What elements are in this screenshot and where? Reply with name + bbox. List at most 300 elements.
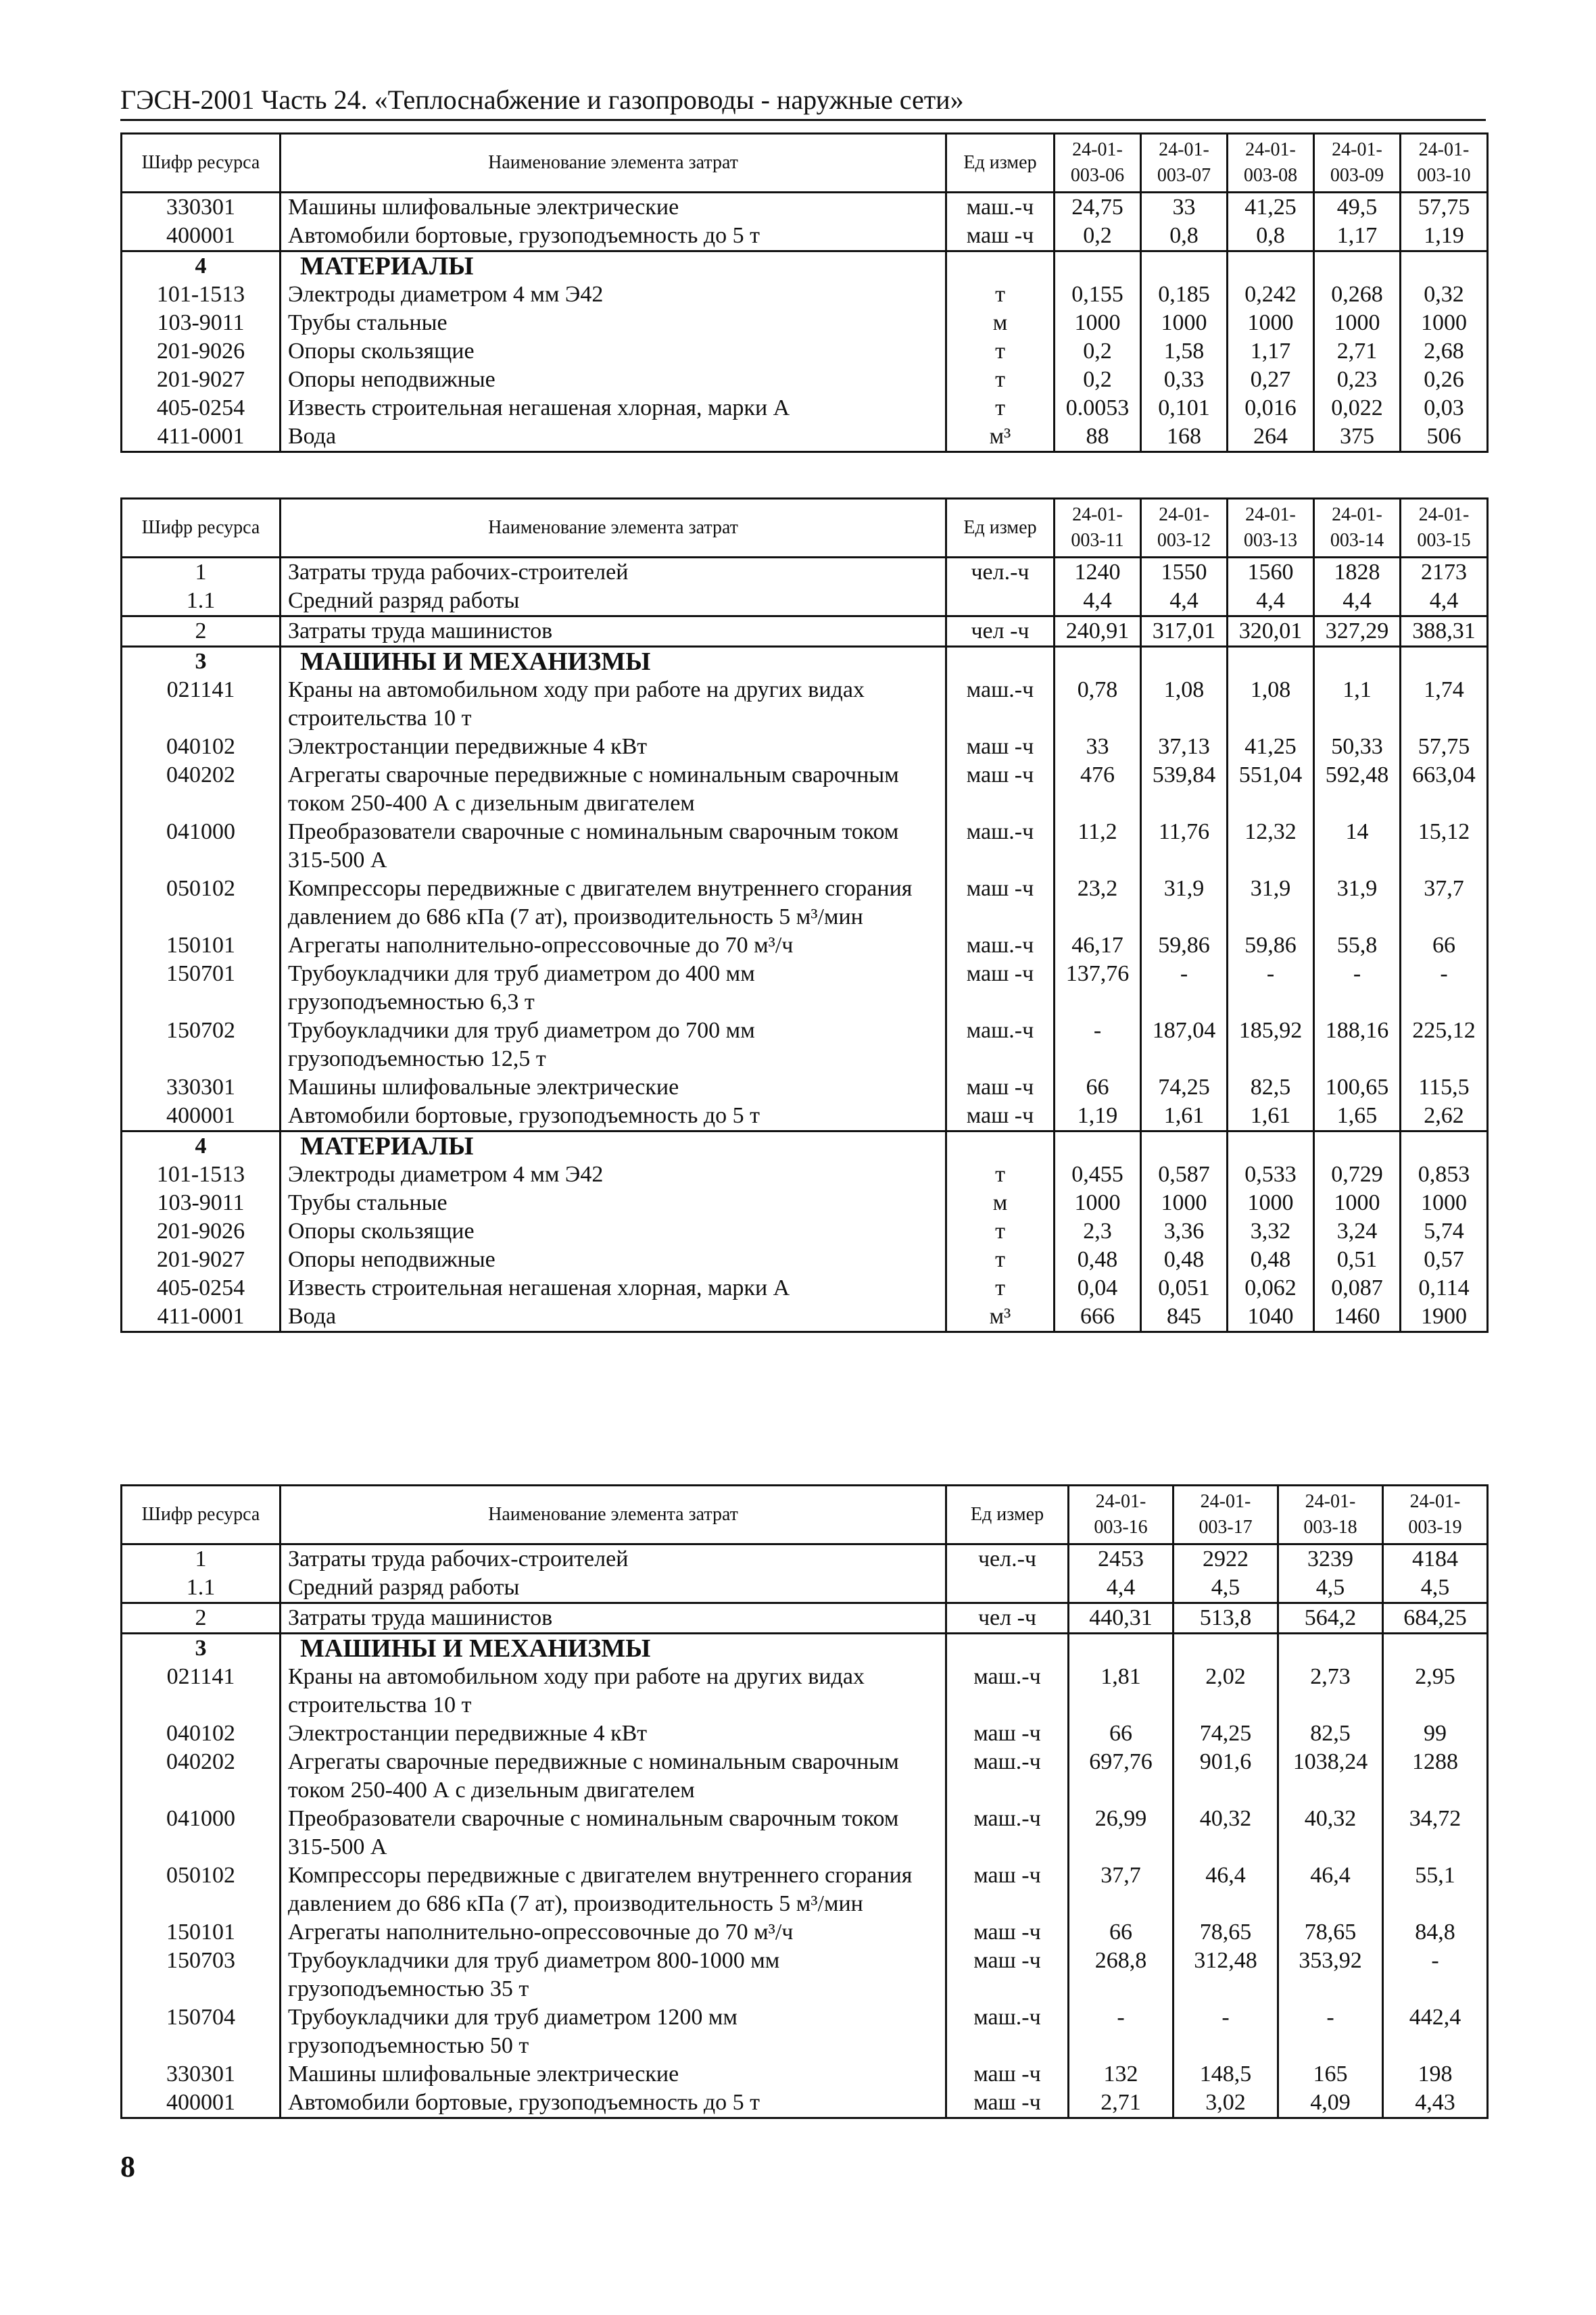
cost-element-name-cell: Затраты труда рабочих-строителей <box>281 558 946 587</box>
unit-cell: чел.-ч <box>946 558 1055 587</box>
resource-code-cell: 3 <box>122 1634 281 1663</box>
norm-value-cell: 268,8 <box>1069 1947 1174 2003</box>
norm-value-cell: 1000 <box>1401 309 1488 337</box>
table-row <box>122 2060 1488 2089</box>
cost-element-name-cell: Компрессоры передвижные с двигателем внутреннего сгорания давлением до 686 кПа (7 ат), производительность 5 м³/мин <box>281 875 946 931</box>
cost-element-name-cell: МАТЕРИАЛЫ <box>281 1131 946 1161</box>
resource-code-cell: 150101 <box>122 931 281 960</box>
norm-value-cell: 317,01 <box>1141 616 1228 647</box>
table-row <box>122 1161 1488 1189</box>
norm-value-cell: 4,5 <box>1383 1574 1488 1603</box>
norm-value-cell: 0,455 <box>1055 1161 1141 1189</box>
unit-cell <box>946 1574 1069 1603</box>
cost-element-name-cell: Агрегаты сварочные передвижные с номинальным сварочным током 250-400 А с дизельным двигателем <box>281 1748 946 1805</box>
norm-value-cell: 198 <box>1383 2060 1488 2089</box>
norm-value-cell: 312,48 <box>1174 1947 1278 2003</box>
norm-value-cell: 1,61 <box>1228 1102 1314 1131</box>
norm-value-cell: 0,242 <box>1228 281 1314 309</box>
norm-value-cell: 506 <box>1401 422 1488 452</box>
resource-code-cell: 150702 <box>122 1017 281 1073</box>
norm-value-cell: 148,5 <box>1174 2060 1278 2089</box>
norm-value-cell: 1,1 <box>1314 676 1401 733</box>
norm-value-cell: 0,022 <box>1314 394 1401 422</box>
unit-cell: маш -ч <box>946 222 1055 251</box>
norm-value-cell <box>1401 1131 1488 1161</box>
norm-value-cell: 0.0053 <box>1055 394 1141 422</box>
header-unit: Ед измер <box>946 1486 1069 1544</box>
table-row <box>122 676 1488 733</box>
norm-value-cell: - <box>1314 960 1401 1017</box>
norm-value-cell: 137,76 <box>1055 960 1141 1017</box>
norm-value-cell: 0,016 <box>1228 394 1314 422</box>
table-row <box>122 1748 1488 1805</box>
resource-code-cell: 400001 <box>122 2089 281 2118</box>
norm-value-cell: 59,86 <box>1228 931 1314 960</box>
resource-code-cell: 330301 <box>122 2060 281 2089</box>
norm-value-cell: 2,68 <box>1401 337 1488 366</box>
unit-cell: т <box>946 366 1055 394</box>
resource-code-cell: 201-9027 <box>122 366 281 394</box>
resource-code-cell: 201-9026 <box>122 337 281 366</box>
resource-code-cell: 101-1513 <box>122 281 281 309</box>
cost-element-name-cell: Опоры неподвижные <box>281 1246 946 1274</box>
header-norm-code: 24-01- 003-10 <box>1401 134 1488 193</box>
norm-value-cell: 40,32 <box>1174 1805 1278 1861</box>
table-row <box>122 1102 1488 1131</box>
norm-value-cell: 320,01 <box>1228 616 1314 647</box>
header-norm-code: 24-01- 003-17 <box>1174 1486 1278 1544</box>
unit-cell: чел -ч <box>946 616 1055 647</box>
norm-value-cell: 40,32 <box>1278 1805 1383 1861</box>
norm-value-cell: 1000 <box>1141 1189 1228 1217</box>
norm-value-cell: 2,02 <box>1174 1663 1278 1720</box>
norm-value-cell: 0,729 <box>1314 1161 1401 1189</box>
norm-value-cell: 31,9 <box>1141 875 1228 931</box>
norm-value-cell: 0,087 <box>1314 1274 1401 1302</box>
norm-value-cell: 66 <box>1069 1720 1174 1748</box>
unit-cell: маш.-ч <box>946 193 1055 222</box>
norm-value-cell <box>1228 251 1314 281</box>
norm-value-cell <box>1228 647 1314 677</box>
page-number: 8 <box>120 2150 135 2183</box>
unit-cell: м <box>946 1189 1055 1217</box>
unit-cell: маш.-ч <box>946 1663 1069 1720</box>
resource-code-cell: 040102 <box>122 733 281 761</box>
table-row <box>122 1246 1488 1274</box>
norm-value-cell: 0,155 <box>1055 281 1141 309</box>
norm-value-cell: - <box>1278 2003 1383 2060</box>
unit-cell <box>946 587 1055 616</box>
cost-element-name-cell: МАТЕРИАЛЫ <box>281 251 946 281</box>
cost-element-name-cell: Опоры скользящие <box>281 1217 946 1246</box>
norm-value-cell: 0,587 <box>1141 1161 1228 1189</box>
norm-value-cell: - <box>1383 1947 1488 2003</box>
norm-value-cell: 37,7 <box>1401 875 1488 931</box>
norm-value-cell: 1040 <box>1228 1302 1314 1332</box>
cost-element-name-cell: Опоры скользящие <box>281 337 946 366</box>
norm-value-cell: 50,33 <box>1314 733 1401 761</box>
cost-element-name-cell: Трубы стальные <box>281 1189 946 1217</box>
norm-value-cell: 1,65 <box>1314 1102 1401 1131</box>
norm-value-cell: 442,4 <box>1383 2003 1488 2060</box>
norm-value-cell: 14 <box>1314 818 1401 875</box>
unit-cell <box>946 1131 1055 1161</box>
norm-value-cell: 1,58 <box>1141 337 1228 366</box>
resource-code-cell: 103-9011 <box>122 1189 281 1217</box>
unit-cell: т <box>946 394 1055 422</box>
section-heading-row <box>122 1634 1488 1663</box>
unit-cell: м <box>946 309 1055 337</box>
norm-value-cell: 0,27 <box>1228 366 1314 394</box>
norm-value-cell: 440,31 <box>1069 1603 1174 1634</box>
page-header-title: ГЭСН-2001 Часть 24. «Теплоснабжение и газопроводы - наружные сети» <box>120 84 964 115</box>
unit-cell: маш.-ч <box>946 2003 1069 2060</box>
norm-value-cell: 2,62 <box>1401 1102 1488 1131</box>
norm-value-cell: 11,2 <box>1055 818 1141 875</box>
norm-value-cell: 0,48 <box>1141 1246 1228 1274</box>
norm-value-cell <box>1055 647 1141 677</box>
norm-value-cell: 225,12 <box>1401 1017 1488 1073</box>
norm-value-cell: 0,04 <box>1055 1274 1141 1302</box>
header-unit: Ед измер <box>946 499 1055 558</box>
norm-value-cell: 0,185 <box>1141 281 1228 309</box>
cost-element-name-cell: Средний разряд работы <box>281 587 946 616</box>
norm-value-cell: 1,19 <box>1055 1102 1141 1131</box>
norm-value-cell: 165 <box>1278 2060 1383 2089</box>
header-norm-code: 24-01- 003-12 <box>1141 499 1228 558</box>
table-row <box>122 193 1488 222</box>
norm-value-cell: 0,2 <box>1055 366 1141 394</box>
unit-cell: маш.-ч <box>946 818 1055 875</box>
norm-value-cell: 2453 <box>1069 1544 1174 1574</box>
cost-element-name-cell: Трубы стальные <box>281 309 946 337</box>
norm-value-cell: 2,71 <box>1314 337 1401 366</box>
resource-table-1 <box>120 132 1489 453</box>
norm-value-cell: 4184 <box>1383 1544 1488 1574</box>
header-unit: Ед измер <box>946 134 1055 193</box>
cost-element-name-cell: Машины шлифовальные электрические <box>281 1073 946 1102</box>
norm-value-cell: 37,7 <box>1069 1861 1174 1918</box>
norm-value-cell: 1000 <box>1401 1189 1488 1217</box>
norm-value-cell: 188,16 <box>1314 1017 1401 1073</box>
norm-value-cell: 82,5 <box>1278 1720 1383 1748</box>
norm-value-cell: 1900 <box>1401 1302 1488 1332</box>
unit-cell: маш -ч <box>946 1918 1069 1947</box>
norm-value-cell: 551,04 <box>1228 761 1314 818</box>
header-norm-code: 24-01- 003-08 <box>1228 134 1314 193</box>
resource-code-cell: 021141 <box>122 676 281 733</box>
cost-element-name-cell: Трубоукладчики для труб диаметром 800-1000 мм грузоподъемностью 35 т <box>281 1947 946 2003</box>
cost-element-name-cell: Автомобили бортовые, грузоподъемность до 5 т <box>281 222 946 251</box>
unit-cell: маш.-ч <box>946 676 1055 733</box>
table-row <box>122 2089 1488 2118</box>
resource-code-cell: 150704 <box>122 2003 281 2060</box>
norm-value-cell: 1828 <box>1314 558 1401 587</box>
norm-value-cell <box>1141 251 1228 281</box>
unit-cell <box>946 1634 1069 1663</box>
cost-element-name-cell: Трубоукладчики для труб диаметром 1200 мм грузоподъемностью 50 т <box>281 2003 946 2060</box>
norm-value-cell: 78,65 <box>1278 1918 1383 1947</box>
resource-code-cell: 050102 <box>122 1861 281 1918</box>
norm-value-cell: 4,5 <box>1174 1574 1278 1603</box>
norm-value-cell: 1460 <box>1314 1302 1401 1332</box>
resource-code-cell: 330301 <box>122 1073 281 1102</box>
table-row <box>122 875 1488 931</box>
norm-value-cell: 31,9 <box>1314 875 1401 931</box>
resource-code-cell: 150101 <box>122 1918 281 1947</box>
cost-element-name-cell: Известь строительная негашеная хлорная, марки А <box>281 394 946 422</box>
norm-value-cell <box>1383 1634 1488 1663</box>
resource-code-cell: 040202 <box>122 761 281 818</box>
cost-element-name-cell: Электростанции передвижные 4 кВт <box>281 1720 946 1748</box>
resource-table-2 <box>120 497 1489 1333</box>
unit-cell: т <box>946 1161 1055 1189</box>
norm-value-cell: 375 <box>1314 422 1401 452</box>
norm-value-cell: 34,72 <box>1383 1805 1488 1861</box>
unit-cell: т <box>946 1246 1055 1274</box>
norm-value-cell: 66 <box>1401 931 1488 960</box>
unit-cell: т <box>946 281 1055 309</box>
unit-cell: маш -ч <box>946 875 1055 931</box>
resource-code-cell: 041000 <box>122 818 281 875</box>
header-resource-code: Шифр ресурса <box>122 499 281 558</box>
norm-value-cell: 2,71 <box>1069 2089 1174 2118</box>
table-row <box>122 761 1488 818</box>
cost-element-name-cell: Агрегаты сварочные передвижные с номинальным сварочным током 250-400 А с дизельным двигателем <box>281 761 946 818</box>
norm-value-cell: 46,4 <box>1278 1861 1383 1918</box>
table-row <box>122 1861 1488 1918</box>
cost-element-name-cell: Преобразователи сварочные с номинальным сварочным током 315-500 А <box>281 1805 946 1861</box>
header-norm-code: 24-01- 003-13 <box>1228 499 1314 558</box>
unit-cell: т <box>946 1274 1055 1302</box>
norm-value-cell: 11,76 <box>1141 818 1228 875</box>
cost-element-name-cell: Электроды диаметром 4 мм Э42 <box>281 1161 946 1189</box>
table-header-row <box>122 134 1488 193</box>
norm-value-cell: 4,4 <box>1069 1574 1174 1603</box>
cost-element-name-cell: Машины шлифовальные электрические <box>281 193 946 222</box>
norm-value-cell: 41,25 <box>1228 193 1314 222</box>
unit-cell: маш -ч <box>946 1720 1069 1748</box>
norm-value-cell: 26,99 <box>1069 1805 1174 1861</box>
table-row <box>122 1603 1488 1634</box>
norm-value-cell: 4,4 <box>1055 587 1141 616</box>
norm-value-cell: 3,32 <box>1228 1217 1314 1246</box>
norm-value-cell: 4,4 <box>1228 587 1314 616</box>
norm-value-cell: 1000 <box>1228 1189 1314 1217</box>
norm-value-cell <box>1174 1634 1278 1663</box>
cost-element-name-cell: Средний разряд работы <box>281 1574 946 1603</box>
norm-value-cell: 0,23 <box>1314 366 1401 394</box>
norm-value-cell: 539,84 <box>1141 761 1228 818</box>
norm-value-cell: 1000 <box>1141 309 1228 337</box>
norm-value-cell: 41,25 <box>1228 733 1314 761</box>
resource-code-cell: 330301 <box>122 193 281 222</box>
norm-value-cell: 187,04 <box>1141 1017 1228 1073</box>
norm-value-cell: 353,92 <box>1278 1947 1383 2003</box>
table-row <box>122 558 1488 587</box>
norm-value-cell: 57,75 <box>1401 733 1488 761</box>
norm-value-cell: 74,25 <box>1174 1720 1278 1748</box>
table-row <box>122 281 1488 309</box>
norm-value-cell: 31,9 <box>1228 875 1314 931</box>
norm-value-cell: 1000 <box>1314 1189 1401 1217</box>
norm-value-cell <box>1401 647 1488 677</box>
unit-cell: маш -ч <box>946 1947 1069 2003</box>
cost-element-name-cell: Затраты труда машинистов <box>281 616 946 647</box>
norm-value-cell: - <box>1174 2003 1278 2060</box>
cost-element-name-cell: Агрегаты наполнительно-опрессовочные до 70 м³/ч <box>281 931 946 960</box>
norm-value-cell: 0,32 <box>1401 281 1488 309</box>
norm-value-cell <box>1055 251 1141 281</box>
norm-value-cell <box>1141 647 1228 677</box>
norm-value-cell: 0,533 <box>1228 1161 1314 1189</box>
norm-value-cell: 1038,24 <box>1278 1748 1383 1805</box>
table-row <box>122 1663 1488 1720</box>
norm-value-cell: 1,17 <box>1228 337 1314 366</box>
resource-code-cell: 4 <box>122 1131 281 1161</box>
norm-value-cell: 240,91 <box>1055 616 1141 647</box>
resource-code-cell: 400001 <box>122 222 281 251</box>
unit-cell: чел.-ч <box>946 1544 1069 1574</box>
table-row <box>122 394 1488 422</box>
resource-code-cell: 1.1 <box>122 587 281 616</box>
resource-code-cell: 2 <box>122 616 281 647</box>
norm-value-cell: 0,051 <box>1141 1274 1228 1302</box>
norm-value-cell: 697,76 <box>1069 1748 1174 1805</box>
norm-value-cell: 564,2 <box>1278 1603 1383 1634</box>
unit-cell: т <box>946 337 1055 366</box>
cost-element-name-cell: Преобразователи сварочные с номинальным сварочным током 315-500 А <box>281 818 946 875</box>
norm-value-cell: 0,062 <box>1228 1274 1314 1302</box>
resource-code-cell: 2 <box>122 1603 281 1634</box>
norm-value-cell: 0,268 <box>1314 281 1401 309</box>
norm-value-cell: - <box>1069 2003 1174 2060</box>
table-row <box>122 222 1488 251</box>
norm-value-cell <box>1314 251 1401 281</box>
section-heading-row <box>122 647 1488 677</box>
header-norm-code: 24-01- 003-11 <box>1055 499 1141 558</box>
resource-code-cell: 201-9026 <box>122 1217 281 1246</box>
norm-value-cell: 185,92 <box>1228 1017 1314 1073</box>
header-norm-code: 24-01- 003-18 <box>1278 1486 1383 1544</box>
unit-cell: т <box>946 1217 1055 1246</box>
cost-element-name-cell: Машины шлифовальные электрические <box>281 2060 946 2089</box>
norm-value-cell: 33 <box>1055 733 1141 761</box>
table-header-row <box>122 499 1488 558</box>
norm-value-cell: 327,29 <box>1314 616 1401 647</box>
resource-code-cell: 050102 <box>122 875 281 931</box>
norm-value-cell: 1000 <box>1055 1189 1141 1217</box>
table-row <box>122 1302 1488 1332</box>
unit-cell: маш -ч <box>946 2089 1069 2118</box>
section-heading-row <box>122 1131 1488 1161</box>
cost-element-name-cell: Автомобили бортовые, грузоподъемность до 5 т <box>281 2089 946 2118</box>
cost-element-name-cell: Краны на автомобильном ходу при работе на других видах строительства 10 т <box>281 1663 946 1720</box>
table-row <box>122 309 1488 337</box>
norm-value-cell: 1000 <box>1314 309 1401 337</box>
cost-element-name-cell: Компрессоры передвижные с двигателем внутреннего сгорания давлением до 686 кПа (7 ат), производительность 5 м³/мин <box>281 1861 946 1918</box>
cost-element-name-cell: Трубоукладчики для труб диаметром до 400 мм грузоподъемностью 6,3 т <box>281 960 946 1017</box>
table-row <box>122 337 1488 366</box>
cost-element-name-cell: Опоры неподвижные <box>281 366 946 394</box>
norm-value-cell: - <box>1228 960 1314 1017</box>
norm-value-cell: 132 <box>1069 2060 1174 2089</box>
norm-value-cell: 4,4 <box>1141 587 1228 616</box>
norm-value-cell: 100,65 <box>1314 1073 1401 1102</box>
table-row <box>122 1574 1488 1603</box>
norm-value-cell: 33 <box>1141 193 1228 222</box>
norm-value-cell <box>1314 1131 1401 1161</box>
norm-value-cell: 4,5 <box>1278 1574 1383 1603</box>
norm-value-cell: 82,5 <box>1228 1073 1314 1102</box>
unit-cell: маш -ч <box>946 733 1055 761</box>
header-norm-code: 24-01- 003-19 <box>1383 1486 1488 1544</box>
norm-value-cell: 1,81 <box>1069 1663 1174 1720</box>
table-row <box>122 960 1488 1017</box>
cost-element-name-cell: Агрегаты наполнительно-опрессовочные до 70 м³/ч <box>281 1918 946 1947</box>
norm-value-cell: 57,75 <box>1401 193 1488 222</box>
norm-value-cell: 0,78 <box>1055 676 1141 733</box>
unit-cell: маш -ч <box>946 761 1055 818</box>
resource-code-cell: 103-9011 <box>122 309 281 337</box>
table-row <box>122 1947 1488 2003</box>
table-row <box>122 1017 1488 1073</box>
resource-code-cell: 041000 <box>122 1805 281 1861</box>
cost-element-name-cell: Краны на автомобильном ходу при работе на других видах строительства 10 т <box>281 676 946 733</box>
resource-code-cell: 150703 <box>122 1947 281 2003</box>
resource-code-cell: 405-0254 <box>122 1274 281 1302</box>
norm-value-cell: 1240 <box>1055 558 1141 587</box>
norm-value-cell: 592,48 <box>1314 761 1401 818</box>
norm-value-cell <box>1055 1131 1141 1161</box>
norm-value-cell: 23,2 <box>1055 875 1141 931</box>
norm-value-cell: 513,8 <box>1174 1603 1278 1634</box>
norm-value-cell: 5,74 <box>1401 1217 1488 1246</box>
norm-value-cell: 115,5 <box>1401 1073 1488 1102</box>
norm-value-cell <box>1401 251 1488 281</box>
table-row <box>122 1918 1488 1947</box>
table-row <box>122 931 1488 960</box>
resource-code-cell: 411-0001 <box>122 1302 281 1332</box>
norm-value-cell: 49,5 <box>1314 193 1401 222</box>
norm-value-cell: 1,08 <box>1228 676 1314 733</box>
norm-value-cell: 4,09 <box>1278 2089 1383 2118</box>
cost-element-name-cell: Вода <box>281 422 946 452</box>
norm-value-cell: 46,17 <box>1055 931 1141 960</box>
resource-code-cell: 201-9027 <box>122 1246 281 1274</box>
norm-value-cell: 78,65 <box>1174 1918 1278 1947</box>
table-row <box>122 1805 1488 1861</box>
header-norm-code: 24-01- 003-09 <box>1314 134 1401 193</box>
norm-value-cell: 1,17 <box>1314 222 1401 251</box>
norm-value-cell: 66 <box>1069 1918 1174 1947</box>
unit-cell: маш.-ч <box>946 1748 1069 1805</box>
norm-value-cell: 1000 <box>1055 309 1141 337</box>
norm-value-cell: 2,95 <box>1383 1663 1488 1720</box>
header-cost-element-name: Наименование элемента затрат <box>281 134 946 193</box>
resource-code-cell: 1 <box>122 1544 281 1574</box>
norm-value-cell: 37,13 <box>1141 733 1228 761</box>
norm-value-cell: 4,4 <box>1401 587 1488 616</box>
norm-value-cell: 4,4 <box>1314 587 1401 616</box>
norm-value-cell: 12,32 <box>1228 818 1314 875</box>
resource-code-cell: 3 <box>122 647 281 677</box>
header-norm-code: 24-01- 003-06 <box>1055 134 1141 193</box>
norm-value-cell: 0,03 <box>1401 394 1488 422</box>
table-row <box>122 366 1488 394</box>
cost-element-name-cell: Известь строительная негашеная хлорная, марки А <box>281 1274 946 1302</box>
norm-value-cell: 0,114 <box>1401 1274 1488 1302</box>
